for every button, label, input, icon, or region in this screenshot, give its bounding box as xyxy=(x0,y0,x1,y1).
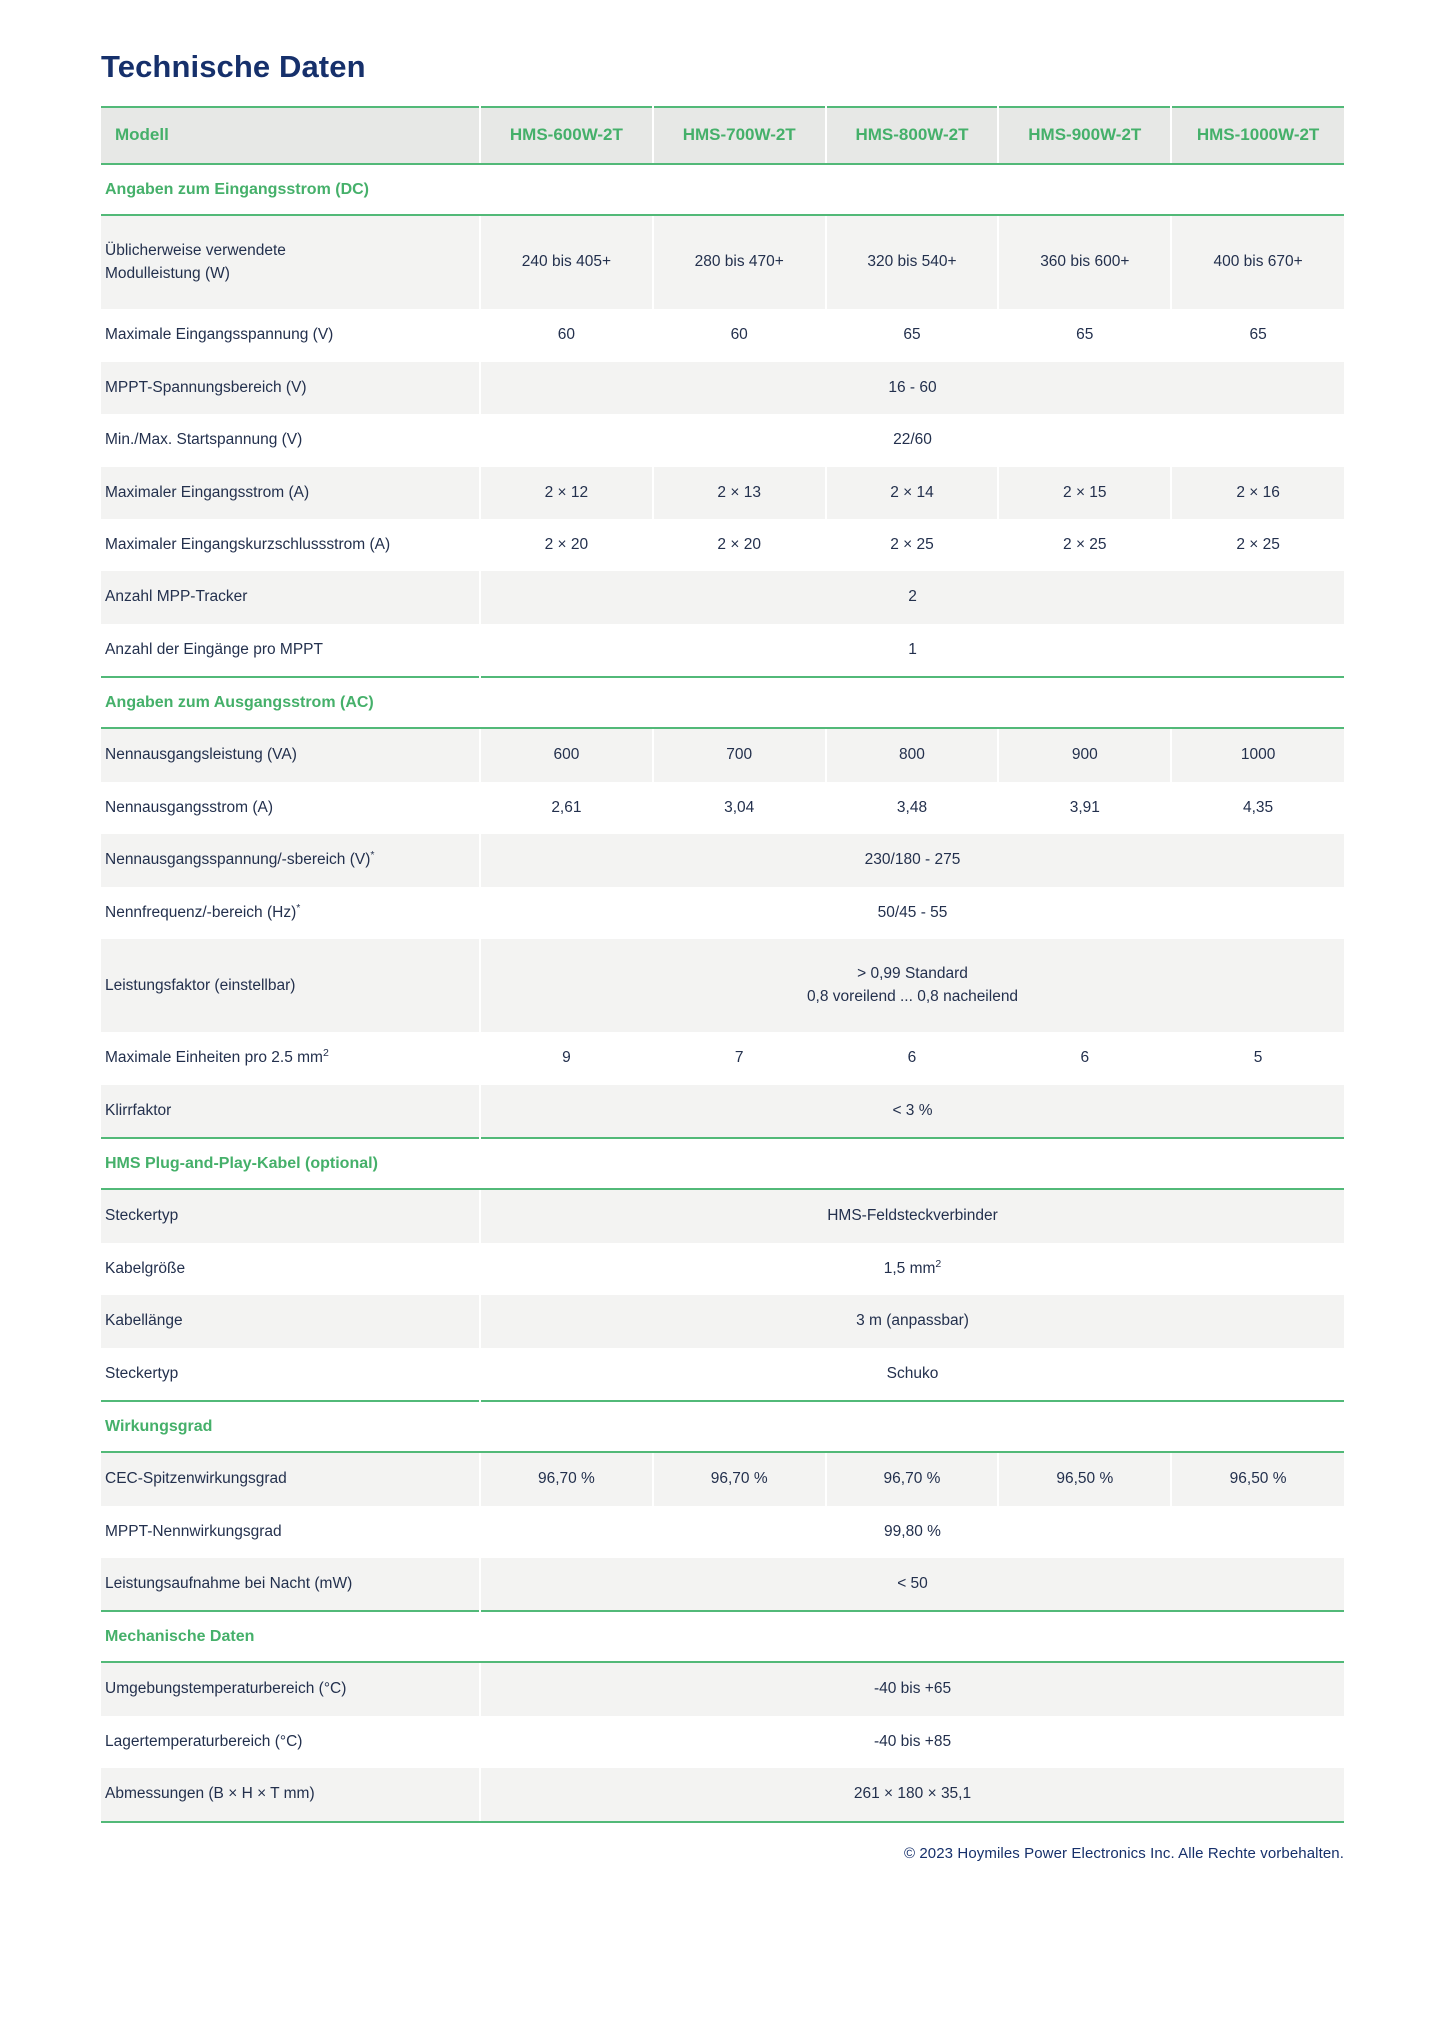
table-row xyxy=(101,519,1344,571)
table-row xyxy=(101,1032,1344,1084)
row-label-mppt-spannungsbereich-v: MPPT-Spannungsbereich (V) xyxy=(101,362,480,414)
row-value-hms-900w-2t: 6 xyxy=(998,1032,1171,1084)
table-header xyxy=(101,107,1344,164)
row-value-hms-800w-2t: 65 xyxy=(826,309,999,361)
table-row xyxy=(101,309,1344,361)
row-label-nennausgangsstrom-a: Nennausgangsstrom (A) xyxy=(101,782,480,834)
row-value-hms-900w-2t: 96,50 % xyxy=(998,1452,1171,1505)
section-header-row xyxy=(101,1138,1344,1189)
row-value-hms-700w-2t: 7 xyxy=(653,1032,826,1084)
section-title-angaben-zum-eingangsstrom-dc: Angaben zum Eingangsstrom (DC) xyxy=(101,164,1344,215)
table-row xyxy=(101,939,1344,1032)
row-value-merged: 3 m (anpassbar) xyxy=(480,1295,1344,1347)
label-superscript: 2 xyxy=(322,1047,329,1060)
table-row xyxy=(101,215,1344,309)
row-label-leistungsaufnahme-bei-nacht-mw: Leistungsaufnahme bei Nacht (mW) xyxy=(101,1558,480,1611)
row-value-merged: -40 bis +85 xyxy=(480,1716,1344,1768)
column-header-hms-1000w-2t: HMS-1000W-2T xyxy=(1171,107,1344,164)
section-header-row xyxy=(101,164,1344,215)
row-value-hms-1000w-2t: 400 bis 670+ xyxy=(1171,215,1344,309)
row-value-merged: 50/45 - 55 xyxy=(480,887,1344,939)
row-label-abmessungen-b-h-t-mm: Abmessungen (B × H × T mm) xyxy=(101,1768,480,1820)
page-title: Technische Daten xyxy=(101,49,366,84)
row-value-hms-1000w-2t: 5 xyxy=(1171,1032,1344,1084)
row-value-hms-700w-2t: 700 xyxy=(653,728,826,781)
row-value-merged: Schuko xyxy=(480,1348,1344,1401)
footer-copyright: © 2023 Hoymiles Power Electronics Inc. Alle Rechte vorbehalten. xyxy=(903,1844,1344,1862)
row-value-merged: > 0,99 Standard 0,8 voreilend ... 0,8 nacheilend xyxy=(480,939,1344,1032)
section-title-hms-plug-and-play-kabel-optional: HMS Plug-and-Play-Kabel (optional) xyxy=(101,1138,1344,1189)
row-value-hms-700w-2t: 96,70 % xyxy=(653,1452,826,1505)
row-value-hms-800w-2t: 2 × 25 xyxy=(826,519,999,571)
row-value-merged: 1,5 $mm^2$ xyxy=(480,1243,1344,1295)
table-row xyxy=(101,1348,1344,1401)
row-value-hms-700w-2t: 60 xyxy=(653,309,826,361)
row-value-hms-900w-2t: 65 xyxy=(998,309,1171,361)
row-value-hms-800w-2t: 6 xyxy=(826,1032,999,1084)
table-row xyxy=(101,571,1344,623)
row-label-steckertyp: Steckertyp xyxy=(101,1189,480,1242)
row-label-maximale-eingangsspannung-v: Maximale Eingangsspannung (V) xyxy=(101,309,480,361)
row-value-hms-600w-2t: 2 × 12 xyxy=(480,467,653,519)
row-value-merged: < 3 % xyxy=(480,1085,1344,1138)
row-label-leistungsfaktor-einstellbar: Leistungsfaktor (einstellbar) xyxy=(101,939,480,1032)
row-label-anzahl-der-eingaenge-pro-mppt: Anzahl der Eingänge pro MPPT xyxy=(101,624,480,677)
row-value-hms-1000w-2t: 2 × 25 xyxy=(1171,519,1344,571)
row-value-hms-800w-2t: 96,70 % xyxy=(826,1452,999,1505)
table-row xyxy=(101,624,1344,677)
row-value-hms-600w-2t: 2 × 20 xyxy=(480,519,653,571)
table-row xyxy=(101,834,1344,886)
row-value-hms-800w-2t: 3,48 xyxy=(826,782,999,834)
row-value-merged: 261 × 180 × 35,1 xyxy=(480,1768,1344,1820)
table-row xyxy=(101,782,1344,834)
value-superscript: 2 xyxy=(935,1257,942,1270)
row-label-nennausgangsspannung-sbereich-v: Nennausgangsspannung/-sbereich (V)* xyxy=(101,834,480,886)
row-label-nennausgangsleistung-va: Nennausgangsleistung (VA) xyxy=(101,728,480,781)
row-value-hms-700w-2t: 3,04 xyxy=(653,782,826,834)
row-label-maximaler-eingangsstrom-a: Maximaler Eingangsstrom (A) xyxy=(101,467,480,519)
table-row xyxy=(101,887,1344,939)
row-label-cec-spitzenwirkungsgrad: CEC-Spitzenwirkungsgrad xyxy=(101,1452,480,1505)
table-row xyxy=(101,1506,1344,1558)
row-value-hms-700w-2t: 280 bis 470+ xyxy=(653,215,826,309)
row-value-hms-800w-2t: 320 bis 540+ xyxy=(826,215,999,309)
row-label-maximale-einheiten-pro-2-5-mm: Maximale Einheiten pro 2.5 $mm^2$ xyxy=(101,1032,480,1084)
row-value-hms-1000w-2t: 2 × 16 xyxy=(1171,467,1344,519)
row-label-anzahl-mpp-tracker: Anzahl MPP-Tracker xyxy=(101,571,480,623)
row-value-hms-900w-2t: 3,91 xyxy=(998,782,1171,834)
row-label-kabellaenge: Kabellänge xyxy=(101,1295,480,1347)
section-title-angaben-zum-ausgangsstrom-ac: Angaben zum Ausgangsstrom (AC) xyxy=(101,677,1344,728)
table-row xyxy=(101,467,1344,519)
label-superscript: * xyxy=(296,901,301,914)
row-value-hms-800w-2t: 2 × 14 xyxy=(826,467,999,519)
row-value-hms-1000w-2t: 96,50 % xyxy=(1171,1452,1344,1505)
row-value-merged: 1 xyxy=(480,624,1344,677)
table-body xyxy=(101,164,1344,1821)
row-value-merged: 16 - 60 xyxy=(480,362,1344,414)
row-value-hms-700w-2t: 2 × 13 xyxy=(653,467,826,519)
table-header-row xyxy=(101,107,1344,164)
technical-data-table xyxy=(101,106,1344,1821)
row-value-hms-900w-2t: 360 bis 600+ xyxy=(998,215,1171,309)
table-row xyxy=(101,1085,1344,1138)
table-row xyxy=(101,1768,1344,1820)
row-value-merged: 22/60 xyxy=(480,414,1344,466)
table-row xyxy=(101,1189,1344,1242)
table-row xyxy=(101,1558,1344,1611)
row-value-hms-700w-2t: 2 × 20 xyxy=(653,519,826,571)
column-header-hms-600w-2t: HMS-600W-2T xyxy=(480,107,653,164)
column-header-hms-700w-2t: HMS-700W-2T xyxy=(653,107,826,164)
row-label-mppt-nennwirkungsgrad: MPPT-Nennwirkungsgrad xyxy=(101,1506,480,1558)
table-row xyxy=(101,728,1344,781)
column-header-model: Modell xyxy=(101,107,480,164)
row-value-merged: 99,80 % xyxy=(480,1506,1344,1558)
label-superscript: * xyxy=(370,849,375,862)
row-value-hms-900w-2t: 2 × 25 xyxy=(998,519,1171,571)
table-row xyxy=(101,1243,1344,1295)
section-header-row xyxy=(101,1611,1344,1662)
row-label-maximaler-eingangskurzschlussstrom-a: Maximaler Eingangskurzschlussstrom (A) xyxy=(101,519,480,571)
row-value-hms-1000w-2t: 4,35 xyxy=(1171,782,1344,834)
row-label-lagertemperaturbereich-c: Lagertemperaturbereich (°C) xyxy=(101,1716,480,1768)
row-value-merged: HMS-Feldsteckverbinder xyxy=(480,1189,1344,1242)
row-label-klirrfaktor: Klirrfaktor xyxy=(101,1085,480,1138)
row-label-min-max-startspannung-v: Min./Max. Startspannung (V) xyxy=(101,414,480,466)
row-label-umgebungstemperaturbereich-c: Umgebungstemperaturbereich (°C) xyxy=(101,1662,480,1715)
column-header-hms-900w-2t: HMS-900W-2T xyxy=(998,107,1171,164)
row-value-merged: < 50 xyxy=(480,1558,1344,1611)
row-value-hms-800w-2t: 800 xyxy=(826,728,999,781)
table-row xyxy=(101,1662,1344,1715)
row-label-ueblicherweise-verwendete-modulleistung-w: Üblicherweise verwendete Modulleistung (W) xyxy=(101,215,480,309)
section-header-row xyxy=(101,1401,1344,1452)
column-header-hms-800w-2t: HMS-800W-2T xyxy=(826,107,999,164)
row-value-hms-600w-2t: 600 xyxy=(480,728,653,781)
table-row xyxy=(101,362,1344,414)
section-title-mechanische-daten: Mechanische Daten xyxy=(101,1611,1344,1662)
row-value-hms-600w-2t: 96,70 % xyxy=(480,1452,653,1505)
row-value-hms-900w-2t: 900 xyxy=(998,728,1171,781)
table-row xyxy=(101,1295,1344,1347)
row-value-merged: -40 bis +65 xyxy=(480,1662,1344,1715)
section-header-row xyxy=(101,677,1344,728)
row-value-hms-600w-2t: 240 bis 405+ xyxy=(480,215,653,309)
row-value-hms-600w-2t: 9 xyxy=(480,1032,653,1084)
row-value-merged: 2 xyxy=(480,571,1344,623)
row-value-hms-1000w-2t: 1000 xyxy=(1171,728,1344,781)
row-value-hms-600w-2t: 2,61 xyxy=(480,782,653,834)
row-value-hms-600w-2t: 60 xyxy=(480,309,653,361)
row-label-kabelgroesse: Kabelgröße xyxy=(101,1243,480,1295)
row-value-merged: 230/180 - 275 xyxy=(480,834,1344,886)
row-value-hms-1000w-2t: 65 xyxy=(1171,309,1344,361)
row-value-hms-900w-2t: 2 × 15 xyxy=(998,467,1171,519)
table-row xyxy=(101,1452,1344,1505)
table-row xyxy=(101,414,1344,466)
table-row xyxy=(101,1716,1344,1768)
row-label-steckertyp: Steckertyp xyxy=(101,1348,480,1401)
section-title-wirkungsgrad: Wirkungsgrad xyxy=(101,1401,1344,1452)
row-label-nennfrequenz-bereich-hz: Nennfrequenz/-bereich (Hz)* xyxy=(101,887,480,939)
